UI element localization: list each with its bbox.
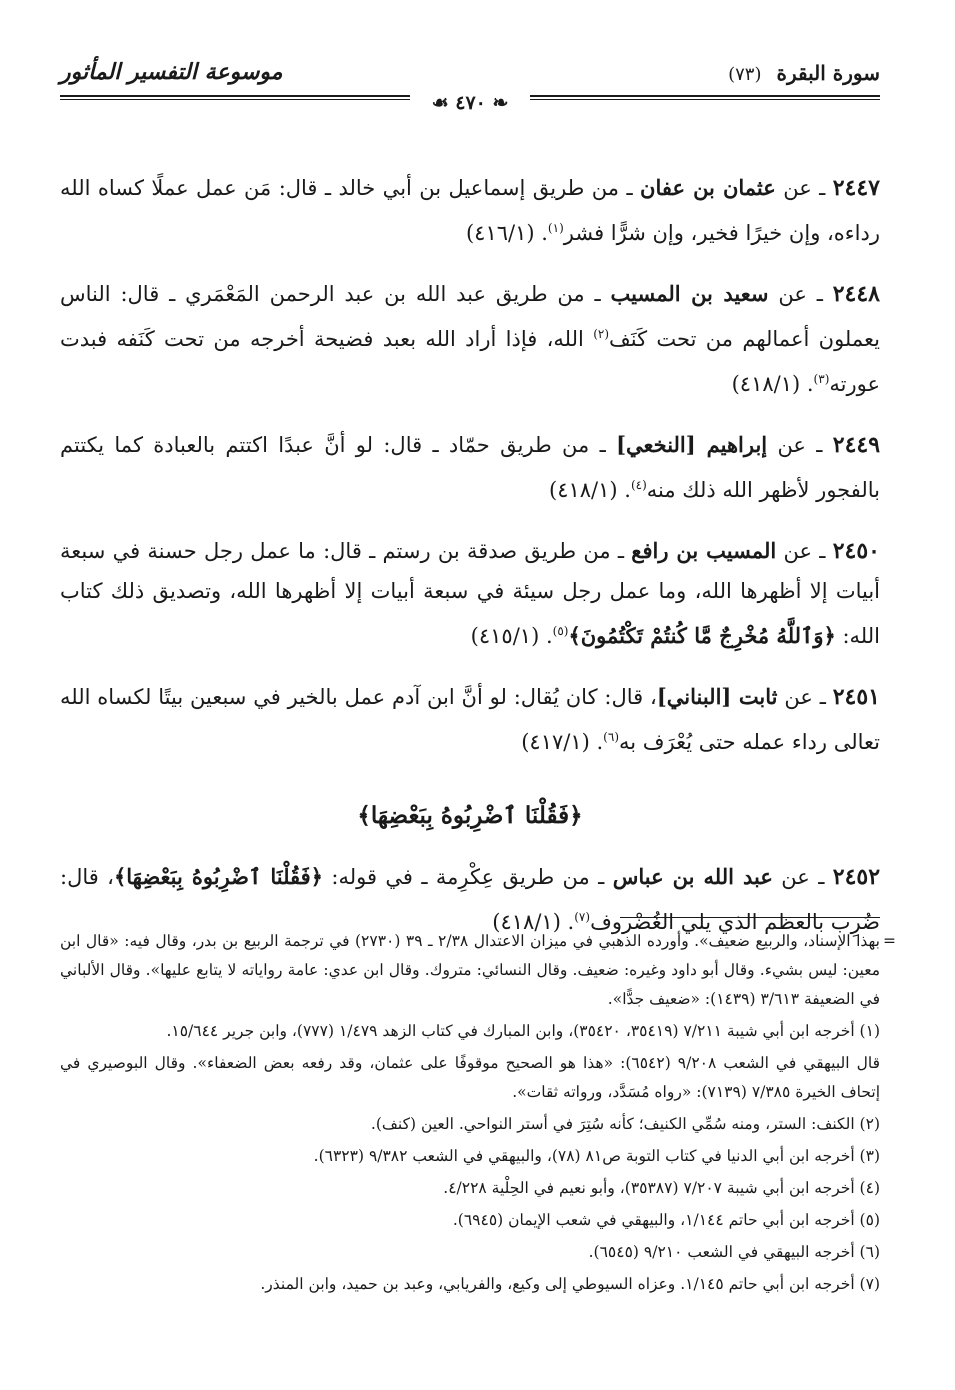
volume-reference: . (٤١٦/١) — [465, 221, 548, 245]
footnote-marker[interactable]: (٤) — [630, 478, 647, 492]
volume-reference: . (٤١٨/١) — [549, 478, 631, 502]
narrator-name: إبراهيم [النخعي] — [616, 432, 768, 457]
footnote-separator — [620, 917, 880, 918]
footnote-continuation: = بهذا الإسناد، والربيع ضعيف». وأورده الذهبي في ميزان الاعتدال ٢/٣٨ ـ ٣٩ (٢٧٣٠) في ترجمة الربيع بن بدر، وقال فيه: «قال ابن معين: ليس بشيء. وقال أبو داود وغيره: ضعيف. وقال النسائي: متروك. وقال ابن عدي: عامة رواياته لا يتابع عليها». وقال الألباني في الضعيفة ٣/٦١٣ (١٤٣٩): «ضعيف جدًّا». — [60, 927, 880, 1014]
footnote-marker[interactable]: (١) — [547, 221, 564, 235]
footnote-1-note: قال البيهقي في الشعب ٩/٢٠٨ (٦٥٤٢): «هذا هو الصحيح موقوفًا على عثمان، وقد رفعه بعض الضعفاء». وقال البوصيري في إتحاف الخيرة ٧/٣٨٥ (٧١٣٩): «رواه مُسَدَّد، ورواته ثقات». — [60, 1054, 880, 1101]
narrator-name: ثابت [البناني] — [656, 684, 778, 709]
volume-reference: . (٤١٧/١) — [521, 730, 604, 754]
footnote-marker[interactable]: (٦) — [603, 730, 619, 744]
book-title: موسوعة التفسير المأثور — [60, 59, 283, 85]
verse-heading: ﴿فَقُلْنَا ٱضْرِبُوهُ بِبَعْضِهَا﴾ — [357, 802, 583, 829]
page-header — [60, 55, 880, 114]
narration-number: ٢٤٥٢ — [832, 864, 881, 890]
narration-2450: ٢٤٥٠ ـ عن المسيب بن رافع ـ من طريق صدقة بن رستم ـ قال: ما عمل رجل حسنة في سبعة أبيات إلا أظهرها الله، وما عمل رجل سيئة في سبعة أبيات إلا أظهرها الله، وتصديق ذلك كتاب الله: ﴿وَٱللَّهُ مُخْرِجٌ مَّا كُنتُمْ تَكْتُمُونَ﴾$^{(٥)}$. (٤١٥/١) — [60, 538, 880, 648]
footnote-2: (٢) الكنف: الستر، ومنه سُمِّي الكنيف؛ كأنه سُتِرَ في أستر النواحي. العين (كنف). — [370, 1115, 880, 1133]
narration-number: ٢٤٥٠ — [832, 538, 880, 564]
quran-quote: ﴿فَقُلْنَا ٱضْرِبُوهُ بِبَعْضِهَا﴾ — [113, 864, 323, 889]
narration-number: ٢٤٤٨ — [832, 281, 880, 307]
footnote-1: (١) أخرجه ابن أبي شيبة ٧/٢١١ (٣٥٤١٩، ٣٥٤٢٠)، وابن المبارك في كتاب الزهد ١/٤٧٩ (٧٧٧)، وابن جرير ١٥/٦٤٤. — [166, 1022, 880, 1040]
continuation-mark: = — [883, 932, 896, 950]
narration-2447: ٢٤٤٧ ـ عن عثمان بن عفان ـ من طريق إسماعيل بن أبي خالد ـ قال: مَن عمل عملًا كساه الله رداءه، وإن خيرًا فخير، وإن شرًّا فشر$^{(١)}$. (٤١٦/١) — [60, 175, 880, 245]
surah-title — [728, 61, 880, 85]
narrator-name: المسيب بن رافع — [631, 538, 777, 563]
book-page — [60, 55, 896, 1375]
footnote-6: (٦) أخرجه البيهقي في الشعب ٩/٢١٠ (٦٥٤٥). — [588, 1243, 880, 1261]
page-body — [60, 147, 880, 948]
footnote-marker[interactable]: (٧) — [574, 910, 591, 924]
volume-reference: . (٤١٨/١) — [492, 910, 575, 934]
narrator-name: سعيد بن المسيب — [610, 281, 769, 306]
narration-number: ٢٤٥١ — [832, 684, 880, 710]
footnote-marker[interactable]: (٢) — [593, 327, 610, 341]
footnote-5: (٥) أخرجه ابن أبي حاتم ١/١٤٤، والبيهقي في شعب الإيمان (٦٩٤٥). — [452, 1211, 880, 1229]
surah-name: سورة البقرة — [776, 61, 880, 85]
footnotes-section — [60, 927, 896, 1302]
footnote-7: (٧) أخرجه ابن أبي حاتم ١/١٤٥. وعزاه السيوطي إلى وكيع، والفريابي، وعبد بن حميد، وابن المنذر. — [260, 1275, 880, 1293]
footnote-marker[interactable]: (٥) — [552, 624, 569, 638]
narration-number: ٢٤٤٩ — [832, 432, 881, 458]
narration-2448: ٢٤٤٨ ـ عن سعيد بن المسيب ـ من طريق عبد الله بن عبد الرحمن المَعْمَري ـ قال: الناس يعملون أعمالهم من تحت كَنَف$^{(٢)}$ الله، فإذا أراد الله بعبد فضيحة أخرجه من تحت كَنَفه فبدت عورته$^{(٣)}$. (٤١٨/١) — [60, 281, 880, 396]
narration-2449: ٢٤٤٩ ـ عن إبراهيم [النخعي] ـ من طريق حمّاد ـ قال: لو أنَّ عبدًا اكتتم بالعبادة كما يكتتم بالفجور لأظهر الله ذلك منه$^{(٤)}$. (٤١٨/١) — [60, 432, 881, 502]
volume-reference: . (٤١٨/١) — [731, 372, 814, 396]
volume-reference: . (٤١٥/١) — [470, 624, 553, 648]
narrator-name: عبد الله بن عباس — [612, 864, 773, 889]
surah-verse-number: (٧٣) — [728, 64, 762, 85]
narration-2451: ٢٤٥١ ـ عن ثابت [البناني]، قال: كان يُقال: لو أنَّ ابن آدم عمل بالخير في سبعين بيتًا لكساه الله تعالى رداء عمله حتى يُعْرَف به$^{(٦)}$. (٤١٧/١) — [60, 684, 880, 754]
quran-quote: ﴿وَٱللَّهُ مُخْرِجٌ مَّا كُنتُمْ تَكْتُمُونَ﴾ — [568, 623, 836, 648]
narrator-name: عثمان بن عفان — [640, 175, 776, 200]
narration-2452: ٢٤٥٢ ـ عن عبد الله بن عباس ـ من طريق عِكْرِمة ـ في قوله: ﴿فَقُلْنَا ٱضْرِبُوهُ بِبَعْضِهَا﴾، قال: ضُرِب بالعظم الذي يلي الغُضْروف$^{(٧)}$. (٤١٨/١) — [60, 864, 881, 934]
narration-number: ٢٤٤٧ — [832, 175, 880, 201]
footnote-marker[interactable]: (٣) — [813, 372, 830, 386]
footnote-4: (٤) أخرجه ابن أبي شيبة ٧/٢٠٧ (٣٥٣٨٧)، وأبو نعيم في الحِلْية ٤/٢٢٨. — [443, 1179, 880, 1197]
page-number: ❧ ٤٧٠ ☙ — [410, 91, 530, 115]
footnote-3: (٣) أخرجه ابن أبي الدنيا في كتاب التوبة ص٨١ (٧٨)، والبيهقي في الشعب ٩/٣٨٢ (٦٣٢٣). — [313, 1147, 880, 1165]
